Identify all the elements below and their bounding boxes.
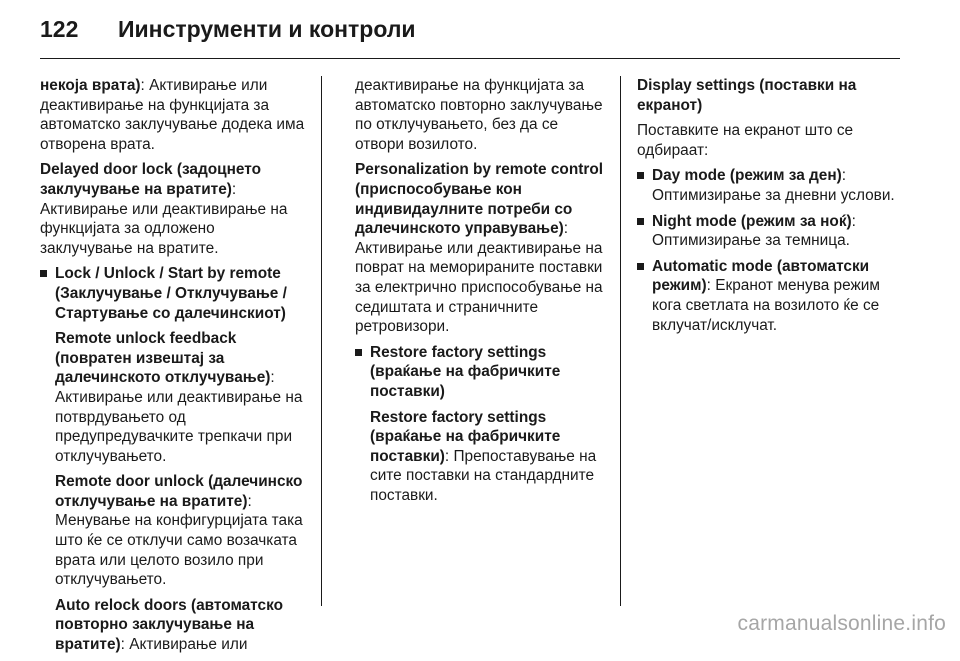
paragraph: [370, 408, 607, 506]
page-header: [40, 16, 920, 50]
paragraph: [652, 212, 902, 251]
header-rule: [40, 58, 900, 59]
term: Delayed door lock (задоцнето заклучување на вратите): [40, 161, 261, 198]
description: : Активирање или деактивирање на функцијата за одложено заклучување на вратите.: [40, 180, 288, 257]
description: : Оптимизирање за темница.: [652, 212, 856, 250]
paragraph: [55, 329, 308, 466]
paragraph: Поставките на екранот што се одбираат:: [637, 122, 854, 159]
description: : Активирање или деактивирање на функцијата за автоматско заклучување додека има отворена врата.: [40, 77, 305, 153]
paragraph: [40, 160, 308, 258]
bullet-item: [40, 264, 308, 654]
term: Day mode (режим за ден): [652, 167, 842, 185]
term: Remote door unlock (далечинско отклучување на вратите): [55, 473, 303, 510]
bullet-title: Restore factory settings (враќање на фабричките поставки): [370, 343, 561, 400]
section-heading: Display settings (поставки на екранот): [637, 77, 857, 114]
term: Night mode (режим за ноќ): [652, 212, 852, 230]
bullet-item: [637, 212, 902, 251]
term: некоја врата): [40, 77, 141, 94]
term: Remote unlock feedback (повратен извештај за далечинското отклучување): [55, 330, 271, 387]
term: Automatic mode (автоматски режим): [652, 257, 870, 295]
bullet-title: Lock / Unlock / Start by remote (Заклучување / Отклучување / Стартување со далечинскиот): [55, 265, 287, 322]
column-1: [40, 76, 308, 661]
paragraph: деактивирање на функцијата за автоматско повторно заклучување по отклучувањето, без да се отвори возилото.: [355, 77, 603, 153]
paragraph: [55, 596, 308, 655]
chapter-title: Иинструменти и контроли: [118, 16, 416, 42]
bullet-item: [355, 343, 607, 506]
bullet-item: [637, 257, 902, 335]
description: : Активирање или деактивирање на потврдувањето од предупредувачките трепкачи при отклучувањето.: [55, 369, 303, 465]
column-divider: [620, 76, 621, 606]
description: : Активирање или деактивирање на поврат на меморираните поставки за електрично приспособување на седиштата и страничните ретровизори.: [355, 220, 603, 336]
description: : Оптимизирање за дневни услови.: [652, 167, 895, 204]
description: : Препоставување на сите поставки на стандардните поставки.: [370, 447, 597, 504]
description: : Екранот менува режим кога светлата на возилото ќе се вклучат/исклучат.: [652, 277, 880, 334]
term: Restore factory settings (враќање на фабричките поставки): [370, 408, 561, 465]
paragraph: [652, 166, 902, 205]
paragraph: [40, 76, 308, 154]
column-3: [637, 76, 902, 341]
description: : Активирање или: [120, 636, 248, 654]
page-number: 122: [40, 16, 79, 42]
description: : Менување на конфигурцијата така што ќе се отклучи само возачката врата или целото возило при отклучувањето.: [55, 492, 303, 589]
paragraph: [652, 257, 902, 335]
term: Auto relock doors (автоматско повторно заклучување на вратите): [55, 596, 283, 654]
bullet-item: [637, 166, 902, 205]
column-2: [355, 76, 607, 511]
paragraph: [355, 160, 607, 336]
watermark: carmanualsonline.info: [737, 612, 946, 635]
column-divider: [321, 76, 322, 606]
term: Personalization by remote control (приспособување кон индивидаулните потреби со далечинското управување): [355, 161, 604, 238]
paragraph: [55, 472, 308, 590]
